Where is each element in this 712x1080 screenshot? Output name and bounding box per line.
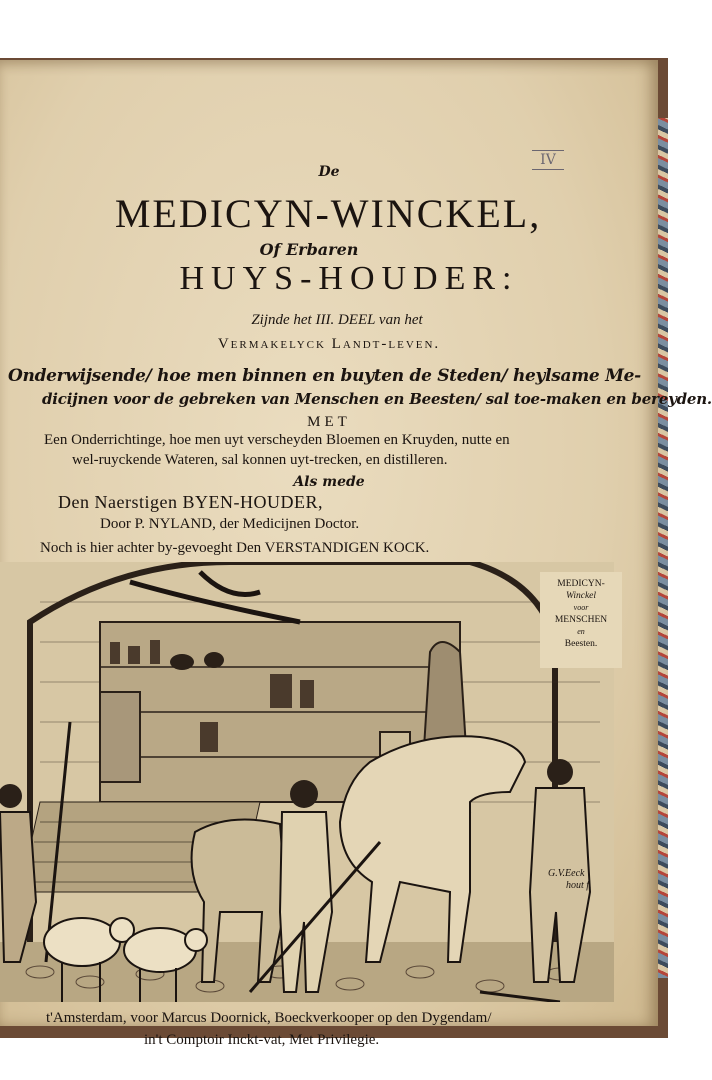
caption-line: MEDICYN- [557,579,605,589]
subtitle-of-erbaren: Of Erbaren [259,240,359,259]
engraving-illustration [0,562,614,1002]
author-line: Door P. NYLAND, der Medicijnen Doctor. [100,516,360,532]
description-line-2: dicijnen voor de gebreken van Menschen en Beesten/ sal toe-maken en bereyden. [42,390,712,408]
description-line-1: Onderwijsende/ hoe men binnen en buyten de Steden/ heylsame Me- [8,366,641,386]
series-title: Vermakelyck Landt-leven. [217,336,441,352]
imprint-line-2: in't Comptoir Inckt-vat, Met Privilegie. [144,1032,380,1048]
pencil-volume-note: IV [532,150,564,170]
signature-line: hout f. [566,880,592,891]
als-mede: Als mede [293,474,365,490]
engraving-caption [540,572,622,668]
imprint-line-1: t'Amsterdam, voor Marcus Doornick, Boeckverkooper op den Dygendam/ [46,1010,492,1026]
volume-statement: Zijnde het III. DEEL van het [251,312,423,328]
title-article: De [318,164,340,180]
caption-line: en [577,627,585,636]
main-title: MEDICYN-WINCKEL, [114,191,542,236]
signature-line: G.V.Eeck [548,868,585,879]
title-page [0,60,712,1048]
instruction-line-2: wel-ruyckende Wateren, sal konnen uyt-trecken, en distilleren. [72,452,448,468]
byen-houder-line: Den Naerstigen BYEN-HOUDER, [58,492,323,512]
met-heading: MET [307,414,351,430]
engraving-drawing [0,562,614,1002]
subtitle-huys-houder: HUYS-HOUDER: [179,260,519,297]
engraver-signature [548,868,608,892]
caption-line: voor [573,603,589,612]
caption-line: MENSCHEN [554,615,608,625]
instruction-line-1: Een Onderrichtinge, hoe men uyt verscheyden Bloemen en Kruyden, nutte en [44,432,510,448]
caption-line: Beesten. [564,639,598,649]
caption-line: Winckel [565,591,597,601]
appendix-line: Noch is hier achter by-gevoeght Den VERSTANDIGEN KOCK. [40,540,430,556]
